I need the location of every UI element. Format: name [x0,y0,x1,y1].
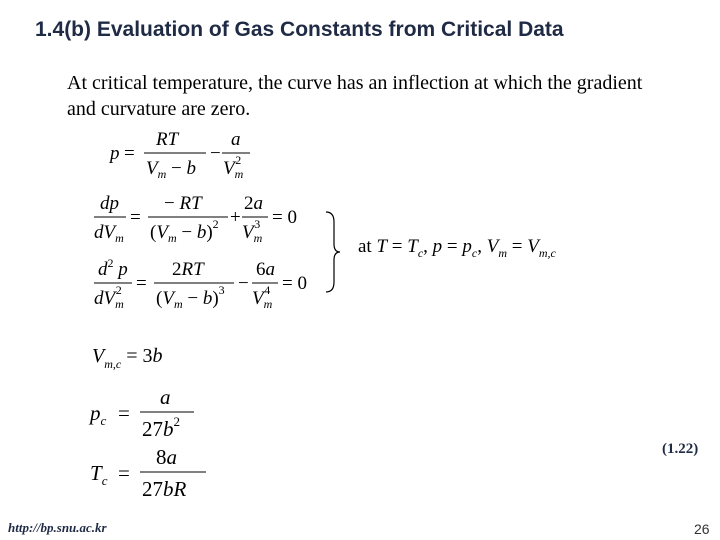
condition-m-sub: m [498,245,507,260]
slide-title: 1.4(b) Evaluation of Gas Constants from Critical Data [35,18,564,41]
svg-text:6a: 6a [256,259,275,280]
svg-text:Vm − b: $V_m - b$ [146,158,196,181]
svg-text:8a: 8a [156,445,177,469]
condition-c-sub: c [417,245,424,260]
critical-temperature-result [88,445,218,510]
svg-text:Vm3: $V_m3$ [242,217,263,245]
svg-text:Vm,c = 3b: $V_{m,c} = 3b$ [92,345,163,371]
svg-text:−: − [238,273,249,294]
svg-text:RT: RT [156,129,179,150]
condition-p: p [432,236,443,257]
condition-Vmc-sub: m,c [538,245,556,260]
condition-pc: p [462,236,472,257]
svg-text:27bR: 27bR [142,477,187,501]
condition-Vm: V [486,236,499,257]
intro-text: At critical temperature, the curve has an inflection at which the gradient and curvature are zero. [67,72,643,120]
svg-text:Vm4: $V_m4$ [252,283,273,311]
page-number: 26 [694,521,710,537]
svg-text:(Vm − b)2: $(V_m - b)^2$ [150,217,219,245]
svg-text:27b2: $27b^2$ [142,414,180,441]
svg-text:− RT: − RT [164,193,202,214]
svg-text:Vm2: $V_m2$ [223,153,244,181]
condition-Tc: T [407,236,418,257]
condition-pc-sub: c [471,245,478,260]
svg-text:=: = [130,207,141,228]
critical-pressure-result [88,385,208,450]
svg-text:= 0: = 0 [272,207,297,228]
svg-text:dVm: $dV_m$ [94,222,124,245]
svg-text:dVm2: $dV_m2$ [94,283,124,311]
svg-text:=: = [118,401,130,425]
svg-text:= 0: = 0 [282,273,307,294]
svg-text:2a: 2a [244,193,263,214]
svg-text:a: a [231,129,241,150]
vdw-equation [108,128,258,190]
condition-Vmc: V [527,236,539,257]
condition-bracket [322,210,342,294]
critical-volume-result [90,340,190,382]
svg-text:Tc: $T_c$ [90,461,108,488]
equation-number: (1.22) [662,441,699,457]
svg-text:p: p [110,143,120,164]
svg-text:+: + [230,207,241,228]
svg-text:pc: $p_c$ [90,401,107,428]
svg-text:−: − [210,143,221,164]
svg-text:d2 p: $d^2$ p [98,256,128,280]
second-derivative-equation [92,258,317,320]
condition-T: T [376,236,388,257]
footer-url[interactable]: http://bp.snu.ac.kr [8,520,107,535]
svg-text:=: = [118,461,130,485]
svg-text:(Vm − b)3: $(V_m - b)^3$ [156,283,225,311]
first-derivative-equation [92,192,307,254]
svg-text:dp: dp [100,193,119,214]
svg-text:=: = [124,143,135,164]
svg-text:a: a [160,385,171,409]
svg-text:2RT: 2RT [172,259,204,280]
svg-text:=: = [136,273,147,294]
critical-condition: at $T = T_c$, $p = p_c$, $V_m = V_{m,c}$ [358,236,556,260]
condition-at: at [358,236,372,257]
